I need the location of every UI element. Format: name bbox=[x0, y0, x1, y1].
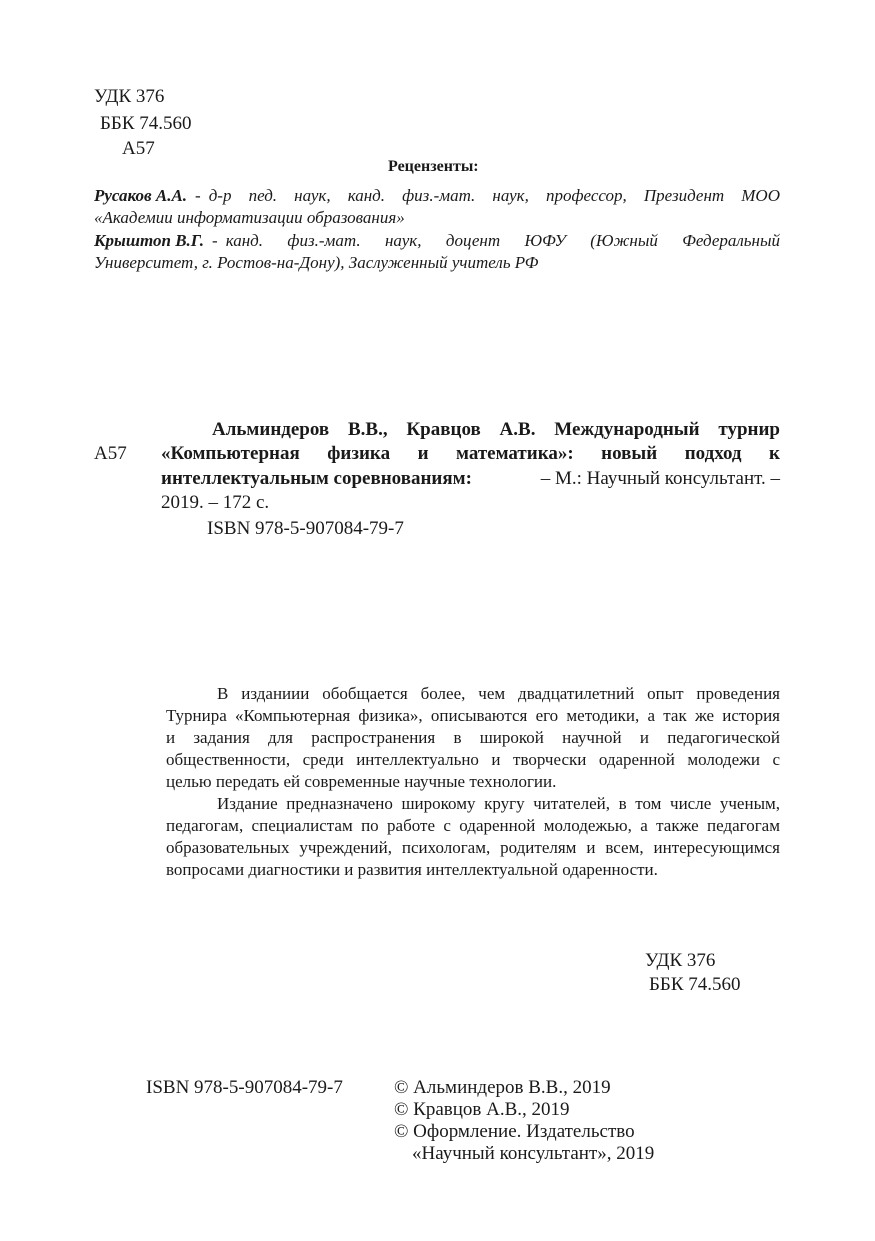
udk-code: УДК 376 bbox=[94, 86, 165, 107]
bib-line-1: Альминдеров В.В., Кравцов А.В. Международный турнир bbox=[212, 419, 780, 440]
reviewer-1-line-2: «Академии информатизации образования» bbox=[94, 208, 405, 227]
abstract-p2-line-3: образовательных учреждений, психологам, родителям и всем, интересующимся bbox=[166, 838, 780, 857]
abstract-p2-line-4: вопросами диагностики и развития интеллектуальной одаренности. bbox=[166, 860, 658, 879]
reviewer-2-desc: канд. физ.-мат. наук, доцент ЮФУ (Южный Федеральный bbox=[225, 231, 780, 250]
author-mark: А57 bbox=[122, 138, 155, 159]
abstract-p1-line-3: и задания для распространения в широкой научной и педагогической bbox=[166, 728, 780, 747]
bib-line-3-bold: интеллектуальным соревнованиям: bbox=[161, 468, 472, 489]
dash: - bbox=[195, 186, 201, 205]
footer-bbk: ББК 74.560 bbox=[649, 974, 741, 995]
reviewer-1-name: Русаков А.А. bbox=[94, 186, 188, 205]
bib-line-3-rest: – М.: Научный консультант. – bbox=[540, 468, 780, 489]
reviewer-1-desc: д-р пед. наук, канд. физ.-мат. наук, профессор, Президент МОО bbox=[208, 186, 780, 205]
bib-line-4: 2019. – 172 с. bbox=[161, 492, 270, 513]
copyright-3: © Оформление. Издательство bbox=[394, 1121, 635, 1142]
reviewer-2-line-1 bbox=[94, 231, 780, 251]
dash: - bbox=[212, 231, 218, 250]
reviewer-2-name: Крыштоп В.Г. bbox=[94, 231, 205, 250]
abstract-p2-line-1: Издание предназначено широкому кругу читателей, в том числе ученым, bbox=[217, 794, 780, 813]
reviewer-1-line-1 bbox=[94, 186, 780, 206]
bib-isbn: ISBN 978-5-907084-79-7 bbox=[207, 518, 404, 539]
bib-author-mark: А57 bbox=[94, 443, 127, 464]
abstract-p1-line-4: общественности, среди интеллектуально и творчески одаренной молодежи с bbox=[166, 750, 780, 769]
abstract-p2-line-2: педагогам, специалистам по работе с одаренной молодежью, а также педагогам bbox=[166, 816, 780, 835]
abstract-p1-line-5: целью передать ей современные научные технологии. bbox=[166, 772, 557, 791]
copyright-2: © Кравцов А.В., 2019 bbox=[394, 1099, 570, 1120]
abstract-p1-line-2: Турнира «Компьютерная физика», описываются его методики, а так же история bbox=[166, 706, 780, 725]
reviewers-heading: Рецензенты: bbox=[388, 158, 479, 175]
copyright-4: «Научный консультант», 2019 bbox=[412, 1143, 655, 1164]
reviewer-2-line-2: Университет, г. Ростов-на-Дону), Заслуженный учитель РФ bbox=[94, 253, 539, 272]
bib-line-3 bbox=[161, 468, 780, 490]
footer-udk: УДК 376 bbox=[645, 950, 716, 971]
abstract-p1-line-1: В изданиии обобщается более, чем двадцатилетний опыт проведения bbox=[217, 684, 780, 703]
bbk-code: ББК 74.560 bbox=[100, 113, 192, 134]
footer-isbn: ISBN 978-5-907084-79-7 bbox=[146, 1077, 343, 1098]
bib-line-2: «Компьютерная физика и математика»: новый подход к bbox=[161, 443, 780, 464]
copyright-1: © Альминдеров В.В., 2019 bbox=[394, 1077, 611, 1098]
